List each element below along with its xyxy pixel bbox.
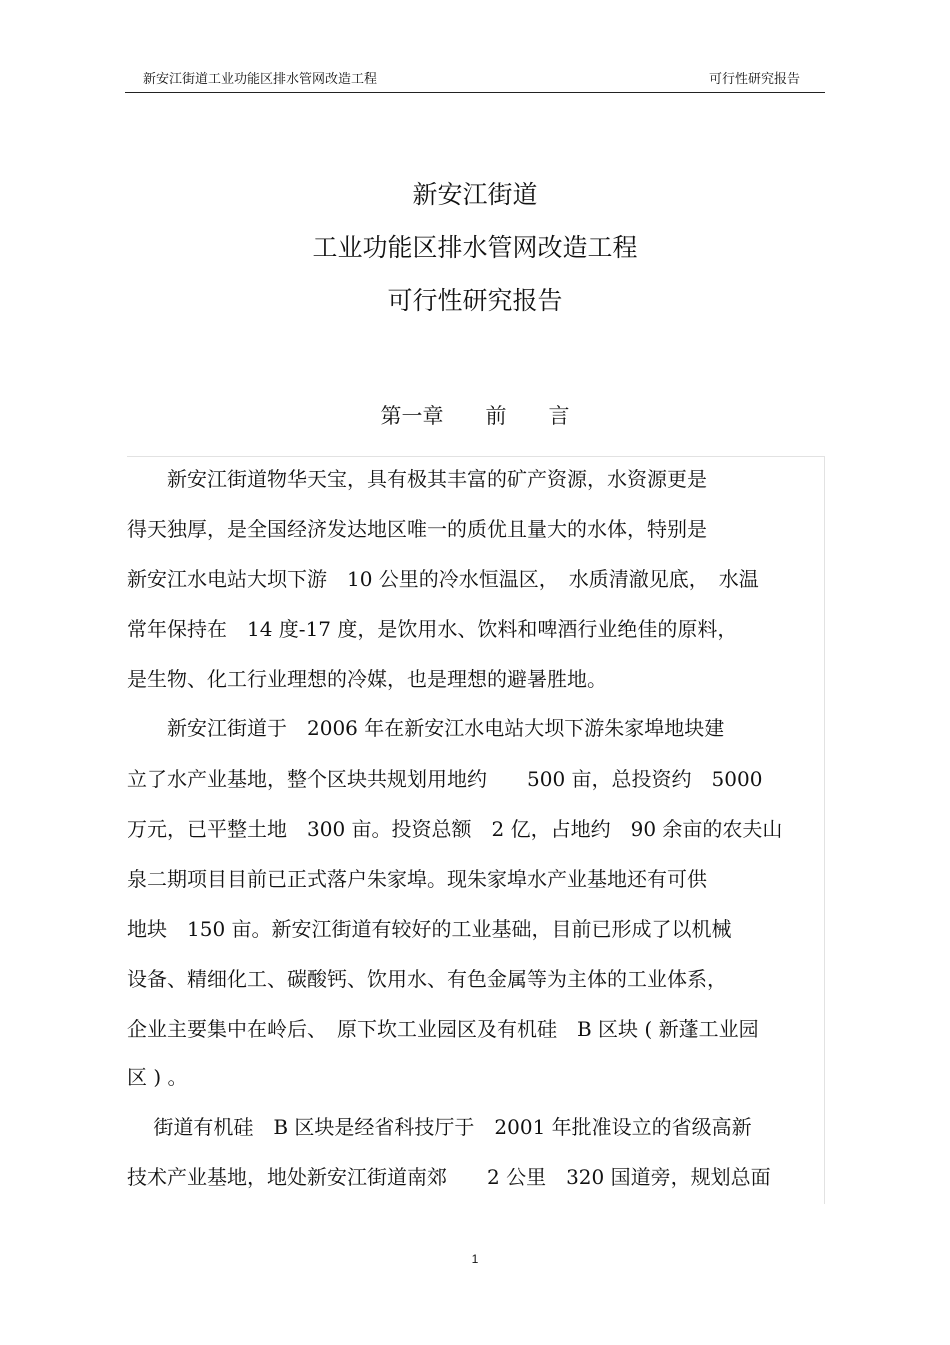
title-line-2: 工业功能区排水管网改造工程 (312, 233, 638, 262)
text-frame-right-border (824, 456, 825, 1204)
body-line: 设备、精细化工、碳酸钙、饮用水、有色金属等为主体的工业体系， (127, 967, 727, 991)
chapter-number: 第一章 (380, 404, 444, 428)
body-line: 区 ) 。 (127, 1065, 188, 1089)
chapter-word-2: 言 (548, 404, 570, 428)
header-report-type: 可行性研究报告 (708, 72, 800, 87)
body-line: 企业主要集中在岭后、 原下坎工业园区及有机硅 B 区块 ( 新蓬工业园 (127, 1017, 759, 1041)
chapter-heading (0, 402, 950, 430)
title-line-3: 可行性研究报告 (387, 286, 563, 315)
body-line: 得天独厚，是全国经济发达地区唯一的质优且量大的水体，特别是 (127, 517, 707, 541)
body-line: 万元，已平整土地 300 亩。投资总额 2 亿，占地约 90 余亩的农夫山 (127, 817, 783, 841)
page-header (125, 70, 825, 93)
page-number: 1 (471, 1252, 479, 1266)
document-title (0, 168, 950, 327)
body-line: 地块 150 亩。新安江街道有较好的工业基础，目前已形成了以机械 (127, 917, 732, 941)
body-line: 新安江街道于 2006 年在新安江水电站大坝下游朱家埠地块建 (127, 716, 725, 740)
body-line: 立了水产业基地，整个区块共规划用地约 500 亩，总投资约 5000 (127, 767, 763, 791)
chapter-word-1: 前 (485, 404, 507, 428)
title-line-1: 新安江街道 (412, 180, 538, 209)
body-line: 是生物、化工行业理想的冷媒，也是理想的避暑胜地。 (127, 667, 607, 691)
body-line: 常年保持在 14 度-17 度，是饮用水、饮料和啤酒行业绝佳的原料， (127, 617, 738, 641)
text-frame-top-border (127, 456, 824, 457)
body-line: 泉二期项目目前已正式落户朱家埠。现朱家埠水产业基地还有可供 (127, 867, 707, 891)
body-line: 街道有机硅 B 区块是经省科技厅于 2001 年批准设立的省级高新 (127, 1115, 752, 1139)
header-project-title: 新安江街道工业功能区排水管网改造工程 (143, 72, 378, 87)
body-line: 技术产业基地，地处新安江街道南郊 2 公里 320 国道旁，规划总面 (127, 1165, 771, 1189)
body-line: 新安江水电站大坝下游 10 公里的冷水恒温区， 水质清澈见底， 水温 (127, 567, 759, 591)
body-line: 新安江街道物华天宝，具有极其丰富的矿产资源，水资源更是 (127, 467, 707, 491)
